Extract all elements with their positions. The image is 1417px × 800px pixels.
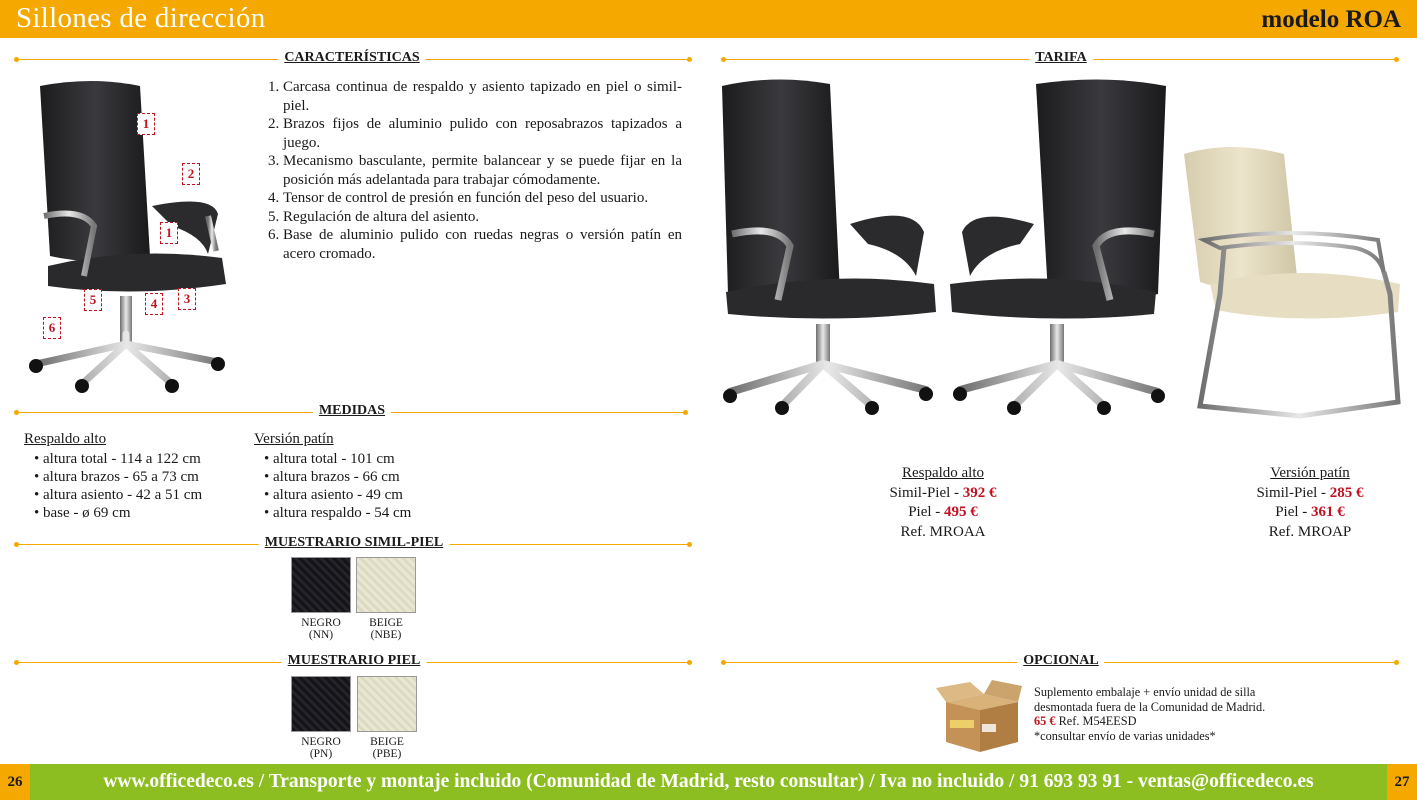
opcional-description: Suplemento embalaje + envío unidad de silla desmontada fuera de la Comunidad de Madrid. — [1034, 685, 1266, 714]
swatch-piel-negro-label: NEGRO (PN) — [301, 736, 341, 760]
simil-label: Simil-Piel - — [1256, 484, 1330, 501]
section-caracteristicas — [16, 50, 690, 70]
section-opcional-title: OPCIONAL — [1017, 653, 1104, 669]
section-opcional — [723, 653, 1397, 673]
simil-price: 285 € — [1329, 484, 1364, 501]
piel-label: Piel - — [1275, 504, 1312, 520]
chair-tarifa-patin — [1180, 144, 1405, 420]
section-medidas-title: MEDIDAS — [313, 403, 391, 419]
opcional-note: *consultar envío de varias unidades* — [1034, 728, 1216, 743]
callout-2-armrest: 2 — [182, 163, 200, 185]
measure-item: • altura asiento - 42 a 51 cm — [34, 486, 244, 504]
feature-item: 2. Brazos fijos de aluminio pulido con reposabrazos tapizados a juego. — [283, 115, 682, 152]
callout-4-tension: 4 — [145, 293, 163, 315]
swatch-piel-beige-label: BEIGE (PBE) — [370, 736, 404, 760]
tarifa-version-patin-title: Versión patín — [1270, 465, 1350, 481]
callout-1-seat: 1 — [160, 222, 178, 244]
reference: Ref. MROAA — [900, 523, 986, 540]
feature-item: 1. Carcasa continua de respaldo y asiento tapizado en piel o simil-piel. — [283, 78, 682, 115]
shipping-box-icon — [934, 676, 1024, 754]
callout-6-base: 6 — [43, 317, 61, 339]
page-footer — [0, 764, 1417, 800]
simil-price: 392 € — [962, 484, 997, 501]
opcional-price: 65 € — [1034, 714, 1056, 728]
measure-item: • altura total - 114 a 122 cm — [34, 450, 244, 468]
measure-item: • base - ø 69 cm — [34, 504, 244, 522]
swatch-simil-beige — [356, 557, 416, 613]
piel-price: 495 € — [944, 504, 978, 520]
chair-main-image — [22, 76, 242, 396]
section-muestrario-simil-title: MUESTRARIO SIMIL-PIEL — [259, 535, 450, 551]
measure-item: • altura brazos - 65 a 73 cm — [34, 468, 244, 486]
measure-item: • altura asiento - 49 cm — [264, 486, 474, 504]
section-muestrario-simil — [16, 535, 690, 555]
section-medidas — [16, 403, 686, 423]
feature-item: 5. Regulación de altura del asiento. — [283, 208, 682, 227]
measure-item: • altura brazos - 66 cm — [264, 468, 474, 486]
medidas-respaldo-alto-title: Respaldo alto — [24, 431, 107, 447]
tarifa-respaldo-alto-title: Respaldo alto — [901, 465, 985, 481]
feature-item: 6. Base de aluminio pulido con ruedas negras o versión patín en acero cromado. — [283, 226, 682, 263]
swatch-piel-beige — [357, 676, 417, 732]
tarifa-version-patin — [1210, 464, 1410, 542]
feature-item: 4. Tensor de control de presión en función del peso del usuario. — [283, 189, 682, 208]
chair-tarifa-high-2 — [944, 74, 1174, 414]
opcional-text — [1034, 685, 1274, 743]
opcional-ref: Ref. M54EESD — [1058, 714, 1137, 728]
feature-item: 3. Mecanismo basculante, permite balancear y se puede fijar en la posición más adelantada para trabajar cómodamente. — [283, 152, 682, 189]
callout-1-backrest: 1 — [137, 113, 155, 135]
section-muestrario-piel — [16, 653, 690, 673]
section-caracteristicas-title: CARACTERÍSTICAS — [278, 50, 425, 66]
footer-contact[interactable]: www.officedeco.es / Transporte y montaje incluido (Comunidad de Madrid, resto consultar) / Iva no incluido / 91 693 93 91 - ventas@officedeco.es — [103, 771, 1314, 792]
medidas-version-patin — [254, 430, 474, 522]
measure-item: • altura respaldo - 54 cm — [264, 504, 474, 522]
chair-tarifa-high-1 — [712, 74, 942, 414]
tarifa-respaldo-alto — [843, 464, 1043, 542]
page-number-right: 27 — [1387, 764, 1417, 800]
reference: Ref. MROAP — [1268, 523, 1352, 540]
measure-item: • altura total - 101 cm — [264, 450, 474, 468]
section-muestrario-piel-title: MUESTRARIO PIEL — [282, 653, 427, 669]
simil-label: Simil-Piel - — [889, 484, 963, 501]
swatch-simil-negro — [291, 557, 351, 613]
piel-label: Piel - — [908, 504, 945, 520]
section-tarifa — [723, 50, 1397, 70]
callout-5-height: 5 — [84, 289, 102, 311]
section-tarifa-title: TARIFA — [1029, 50, 1093, 66]
features-list — [262, 78, 682, 263]
page-number-left: 26 — [0, 764, 30, 800]
page-title: Sillones de dirección — [16, 2, 266, 34]
swatch-piel-negro — [291, 676, 351, 732]
model-name: modelo ROA — [1261, 6, 1401, 33]
piel-price: 361 € — [1311, 504, 1345, 520]
callout-3-mechanism: 3 — [178, 288, 196, 310]
medidas-respaldo-alto — [24, 430, 244, 522]
swatch-simil-beige-label: BEIGE (NBE) — [369, 617, 403, 641]
medidas-version-patin-title: Versión patín — [254, 431, 334, 447]
swatch-simil-negro-label: NEGRO (NN) — [301, 617, 341, 641]
page-header — [0, 0, 1417, 38]
